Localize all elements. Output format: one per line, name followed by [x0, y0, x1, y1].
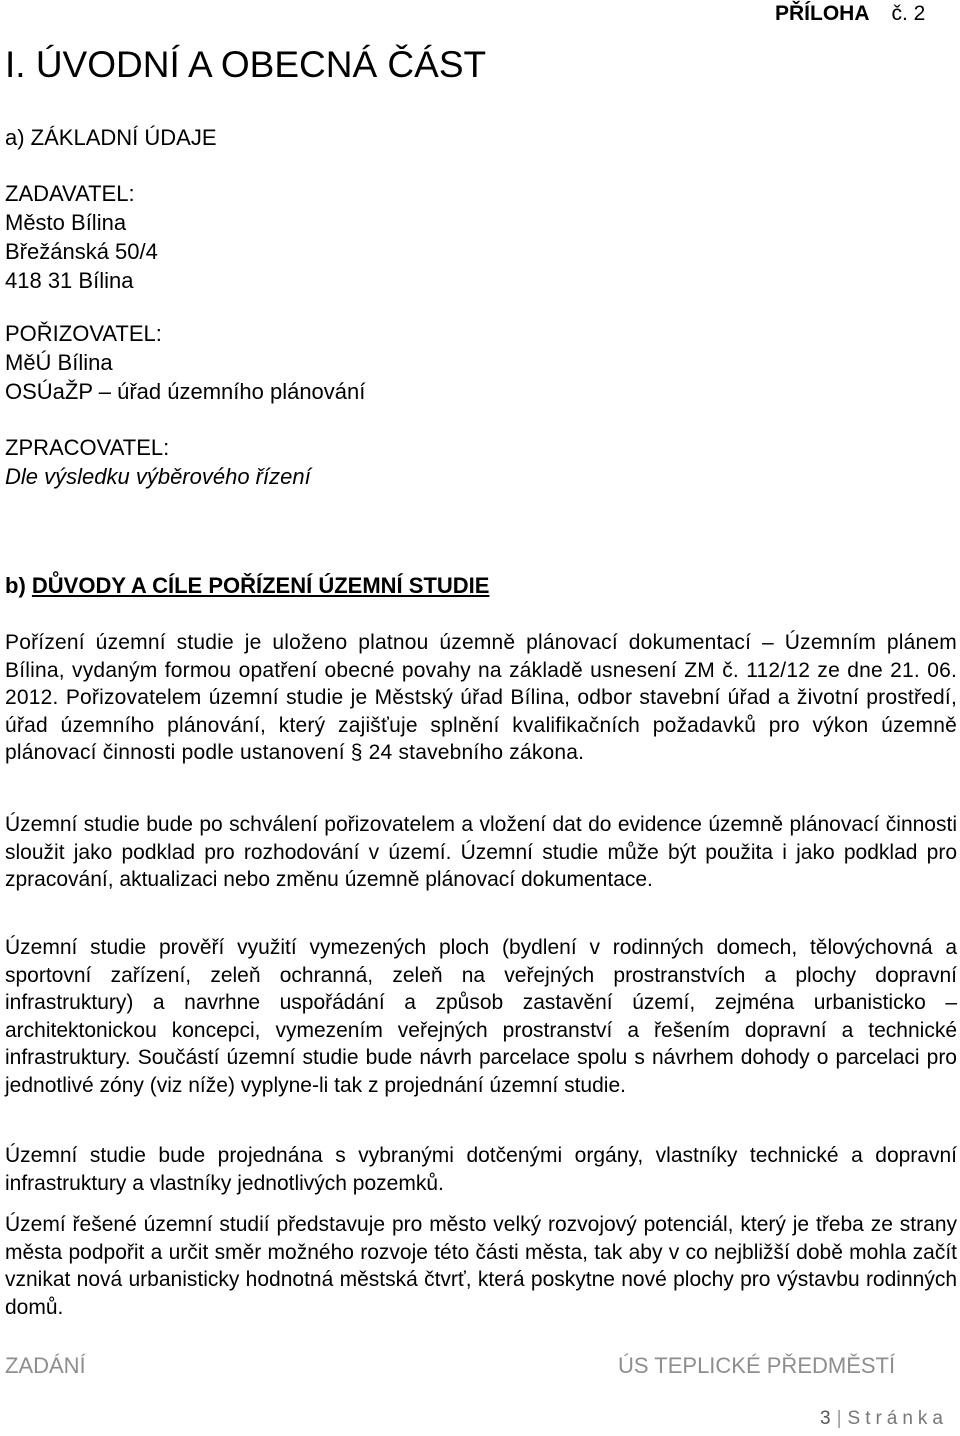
zpracovatel-value: Dle výsledku výběrového řízení: [5, 464, 311, 489]
section-b-title: DŮVODY A CÍLE POŘÍZENÍ ÚZEMNÍ STUDIE: [31, 573, 490, 598]
paragraph: Územní studie bude po schválení pořizovatelem a vložení dat do evidence územně plánovací činnosti sloužit jako podklad pro rozhodování v území. Územní studie může být použita i jako podklad pro zpracování, aktualizaci nebo změnu územně plánovací dokumentace.: [5, 813, 957, 891]
section-a-heading: a) ZÁKLADNÍ ÚDAJE: [5, 125, 217, 150]
zadavatel-block: [5, 179, 158, 295]
zadavatel-label: ZADAVATEL:: [5, 181, 135, 206]
footer-left: ZADÁNÍ: [5, 1353, 86, 1378]
zadavatel-line: Břežánská 50/4: [5, 239, 158, 264]
porizovatel-line: OSÚaŽP – úřad územního plánování: [5, 379, 366, 404]
zpracovatel-label: ZPRACOVATEL:: [5, 435, 170, 460]
footer-right: ÚS TEPLICKÉ PŘEDMĚSTÍ: [618, 1353, 896, 1378]
paragraph: Pořízení územní studie je uloženo platnou územně plánovací dokumentací – Územním plánem Bílina, vydaným formou opatření obecné povahy na základě usnesení ZM č. 112/12 ze dne 21. 06. 2012. Pořizovatelem územní studie je Městský úřad Bílina, odbor stavební úřad a životní prostředí, úřad územního plánování, který zajišťuje splnění kvalifikačních požadavků pro výkon územně plánovací činnosti podle ustanovení § 24 stavebního zákona.: [5, 631, 957, 764]
paragraph: Území řešené územní studií představuje pro město velký rozvojový potenciál, který je třeba ze strany města podpořit a určit směr možného rozvoje této části města, tak aby v co nejbližší době mohla začít vznikat nová urbanisticky hodnotná městská čtvrť, která poskytne nové plochy pro výstavbu rodinných domů.: [5, 1213, 957, 1319]
paragraph: Územní studie bude projednána s vybranými dotčenými orgány, vlastníky technické a dopravní infrastruktury a vlastníky jednotlivých pozemků.: [5, 1144, 957, 1195]
attachment-number: č. 2: [891, 2, 926, 25]
section-b-prefix: b): [5, 573, 32, 598]
page-number: 3: [820, 1408, 831, 1429]
zadavatel-line: Město Bílina: [5, 210, 127, 235]
page-title: I. ÚVODNÍ A OBECNÁ ČÁST: [5, 44, 487, 85]
zpracovatel-block: [5, 433, 311, 491]
page-word: Stránka: [847, 1408, 948, 1429]
attachment-word: PŘÍLOHA: [775, 2, 870, 25]
porizovatel-line: MěÚ Bílina: [5, 350, 113, 375]
page-number-footer: [820, 1408, 948, 1430]
section-b-heading: [5, 573, 489, 599]
page-separator: |: [836, 1408, 842, 1429]
zadavatel-line: 418 31 Bílina: [5, 268, 134, 293]
porizovatel-block: [5, 319, 365, 406]
paragraph: Územní studie prověří využití vymezených ploch (bydlení v rodinných domech, tělovýchovná a sportovní zařízení, zeleň ochranná, zeleň na veřejných prostranstvích a plochy dopravní infrastruktury) a navrhne uspořádání a způsob zastavění území, zejména urbanisticko – architektonickou koncepci, vymezením veřejných prostranství a řešením dopravní a technické infrastruktury. Součástí územní studie bude návrh parcelace spolu s návrhem dohody o parcelaci pro jednotlivé zóny (viz níže) vyplyne-li tak z projednání územní studie.: [5, 936, 957, 1097]
porizovatel-label: POŘIZOVATEL:: [5, 321, 162, 346]
attachment-label: [775, 2, 925, 26]
